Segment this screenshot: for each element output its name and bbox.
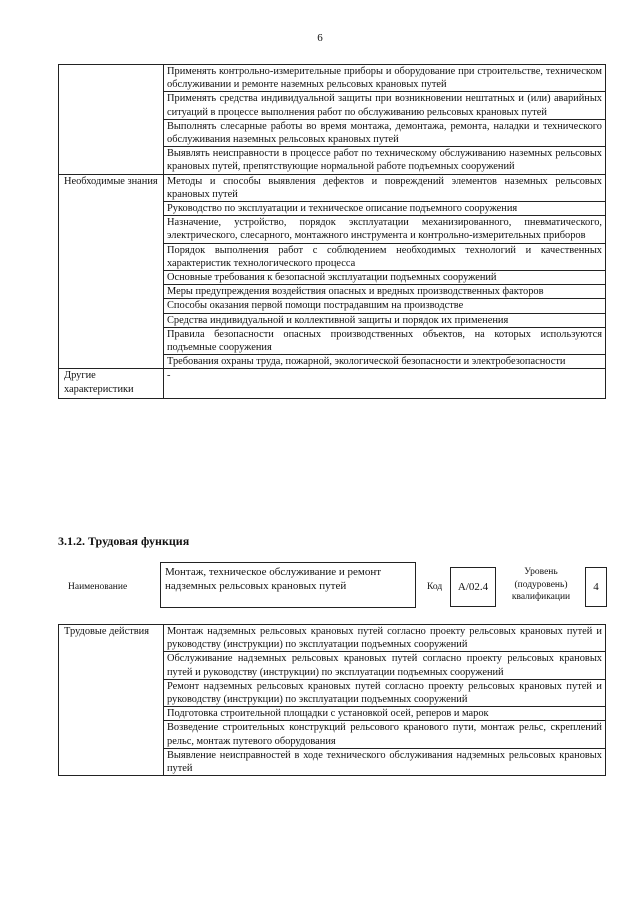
knowledge-item: Основные требования к безопасной эксплуатации подъемных сооружений bbox=[164, 271, 606, 285]
other-characteristics-label: Другие характеристики bbox=[59, 369, 164, 399]
page-number: 6 bbox=[317, 32, 323, 44]
function-name-box: Монтаж, техническое обслуживание и ремонт надземных рельсовых крановых путей bbox=[160, 562, 416, 608]
knowledge-item: Руководство по эксплуатации и техническое описание подъемного сооружения bbox=[164, 202, 606, 216]
other-characteristics-value: - bbox=[164, 369, 606, 399]
code-label: Код bbox=[427, 582, 443, 592]
labor-action-item: Монтаж надземных рельсовых крановых путей согласно проекту рельсовых крановых путей и руководству (инструкции) по эксплуатации подъемных сооружений bbox=[164, 625, 606, 652]
labor-action-item: Ремонт надземных рельсовых крановых путей согласно проекту рельсовых крановых путей и руководству (инструкции) по эксплуатации подъемных сооружений bbox=[164, 679, 606, 706]
knowledge-item: Средства индивидуальной и коллективной защиты и порядок их применения bbox=[164, 313, 606, 327]
table-row bbox=[59, 174, 606, 201]
skill-item: Применять контрольно-измерительные приборы и оборудование при строительстве, техническом обслуживании и ремонте наземных рельсовых крановых путей bbox=[164, 65, 606, 92]
table-row bbox=[59, 369, 606, 399]
labor-actions-label: Трудовые действия bbox=[59, 625, 164, 776]
section-title: 3.1.2. Трудовая функция bbox=[58, 534, 190, 548]
knowledge-item: Порядок выполнения работ с соблюдением необходимых технологий и качественных характеристик технологического процесса bbox=[164, 243, 606, 270]
labor-action-item: Обслуживание надземных рельсовых крановых путей согласно проекту рельсовых крановых путей и руководству (инструкции) по эксплуатации подъемных сооружений bbox=[164, 652, 606, 679]
table-row bbox=[59, 625, 606, 652]
table-row bbox=[59, 65, 606, 92]
qualification-level-label: Уровень (подуровень) квалификации bbox=[511, 567, 571, 602]
labor-action-item: Выявление неисправностей в ходе технического обслуживания надземных рельсовых крановых путей bbox=[164, 748, 606, 775]
name-label: Наименование bbox=[68, 582, 128, 592]
knowledge-item: Методы и способы выявления дефектов и повреждений элементов наземных рельсовых крановых путей bbox=[164, 174, 606, 201]
labor-action-item: Возведение строительных конструкций рельсового кранового пути, монтаж рельс, скреплений рельс, монтаж путевого оборудования bbox=[164, 721, 606, 748]
knowledge-item: Требования охраны труда, пожарной, экологической безопасности и электробезопасности bbox=[164, 355, 606, 369]
knowledge-item: Правила безопасности опасных производственных объектов, на которых используются подъемные сооружения bbox=[164, 327, 606, 354]
skills-label-cell bbox=[59, 65, 164, 175]
skill-item: Применять средства индивидуальной защиты при возникновении нештатных и (или) аварийных ситуаций в процессе выполнения работ по обслуживанию рельсовых крановых путей bbox=[164, 92, 606, 119]
knowledge-item: Назначение, устройство, порядок эксплуатации механизированного, пневматического, электрического, слесарного, монтажного инструмента и контрольно-измерительных приборов bbox=[164, 216, 606, 243]
labor-action-item: Подготовка строительной площадки с установкой осей, реперов и марок bbox=[164, 707, 606, 721]
labor-actions-table bbox=[58, 624, 606, 776]
knowledge-label: Необходимые знания bbox=[59, 174, 164, 369]
skills-knowledge-table bbox=[58, 64, 606, 399]
skill-item: Выявлять неисправности в процессе работ по техническому обслуживанию наземных рельсовых крановых путей, препятствующие нормальной работе подъемных сооружений bbox=[164, 147, 606, 174]
skill-item: Выполнять слесарные работы во время монтажа, демонтажа, ремонта, наладки и технического обслуживания наземных рельсовых крановых путей bbox=[164, 119, 606, 146]
code-value-box: A/02.4 bbox=[450, 567, 496, 607]
knowledge-item: Меры предупреждения воздействия опасных и вредных производственных факторов bbox=[164, 285, 606, 299]
qualification-level-box: 4 bbox=[585, 567, 607, 607]
knowledge-item: Способы оказания первой помощи пострадавшим на производстве bbox=[164, 299, 606, 313]
